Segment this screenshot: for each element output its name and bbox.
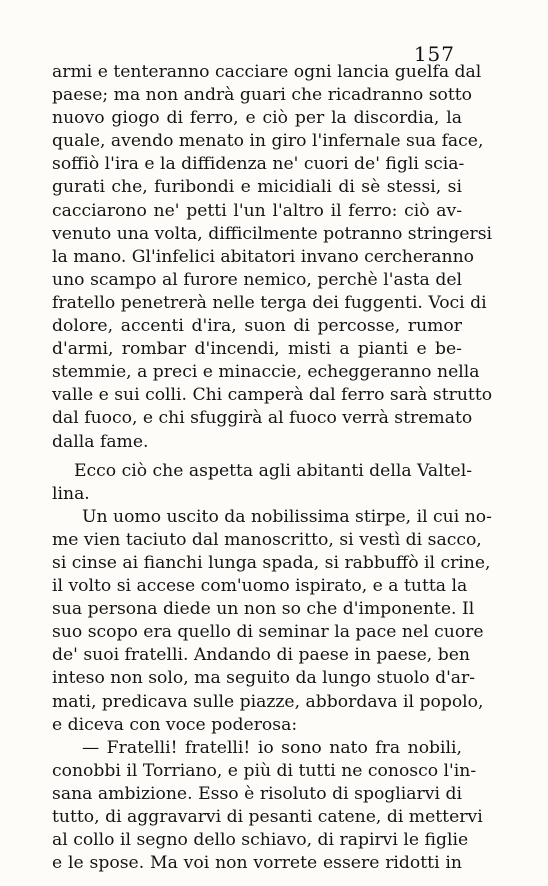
text-line: la mano. Gl'infelici abitatori invano cercheranno xyxy=(52,246,474,267)
text-line: si cinse ai fianchi lunga spada, si rabbuffò il crine, xyxy=(52,552,491,573)
text-line: stemmie, a preci e minaccie, echeggeranno nella xyxy=(52,362,480,383)
text-line: sana ambizione. Esso è risoluto di spogliarvi di xyxy=(52,783,462,804)
text-line: mati, predicava sulle piazze, abbordava il popolo, xyxy=(52,691,484,712)
text-line: conobbi il Torriano, e più di tutti ne conosco l'in- xyxy=(52,760,477,781)
paragraph-2 xyxy=(52,460,473,483)
text-line: gurati che, furibondi e micidiali di sè stessi, si xyxy=(52,177,462,198)
text-line: suo scopo era quello di seminar la pace nel cuore xyxy=(52,622,484,643)
text-line: sua persona diede un non so che d'imponente. Il xyxy=(52,599,475,620)
text-line: cacciarono ne' petti l'un l'altro il ferro: ciò av- xyxy=(52,200,462,221)
page-number: 157 xyxy=(413,42,455,66)
paragraph-1 xyxy=(52,61,493,454)
text-line: de' suoi fratelli. Andando di paese in paese, ben xyxy=(52,645,470,666)
text-line: paese; ma non andrà guari che ricadranno sotto xyxy=(52,85,473,106)
paragraph-2-continued xyxy=(52,483,462,506)
text-line: dal fuoco, e chi sfuggirà al fuoco verrà stremato xyxy=(52,408,473,429)
text-line: Ecco ciò che aspetta agli abitanti della Valtel- xyxy=(74,460,473,481)
text-line: quale, avendo menato in giro l'infernale sua face, xyxy=(52,131,484,152)
text-line: d'armi, rombar d'incendi, misti a pianti e be- xyxy=(52,339,462,360)
paragraph-3 xyxy=(52,506,492,737)
text-line: tutto, di aggravarvi di pesanti catene, di mettervi xyxy=(52,807,483,827)
text-line: dalla fame. xyxy=(52,431,149,452)
text-line: uno scampo al furore nemico, perchè l'asta del xyxy=(52,269,462,290)
text-line: nuovo giogo di ferro, e ciò per la discordia, la xyxy=(52,108,462,129)
text-line: e le spose. Ma voi non vorrete essere ridotti in xyxy=(52,853,462,874)
text-line: valle e sui colli. Chi camperà dal ferro sarà strutto xyxy=(52,385,493,406)
paragraph-4 xyxy=(52,737,483,876)
text-line: soffiò l'ira e la diffidenza ne' cuori de' figli scia- xyxy=(52,154,465,175)
text-line: al collo il segno dello schiavo, di rapirvi le figlie xyxy=(52,830,469,851)
text-line: dolore, accenti d'ira, suon di percosse, rumor xyxy=(52,316,462,337)
text-line: e diceva con voce poderosa: xyxy=(52,714,298,735)
text-line: venuto una volta, difficilmente potranno stringersi xyxy=(52,223,493,244)
text-line: — Fratelli! fratelli! io sono nato fra nobili, xyxy=(82,737,462,758)
text-line: inteso non solo, ma seguito da lungo stuolo d'ar- xyxy=(52,668,476,689)
body-text xyxy=(52,61,493,875)
text-line: Un uomo uscito da nobilissima stirpe, il cui no- xyxy=(82,506,492,527)
text-line: il volto si accese com'uomo ispirato, e a tutta la xyxy=(52,576,468,597)
text-line: me vien taciuto dal manoscritto, si vestì di sacco, xyxy=(52,529,482,550)
text-line: armi e tenteranno cacciare ogni lancia guelfa dal xyxy=(52,62,482,82)
text-line: fratello penetrerà nelle terga dei fuggenti. Voci di xyxy=(52,292,487,313)
text-line: lina. xyxy=(52,483,90,504)
